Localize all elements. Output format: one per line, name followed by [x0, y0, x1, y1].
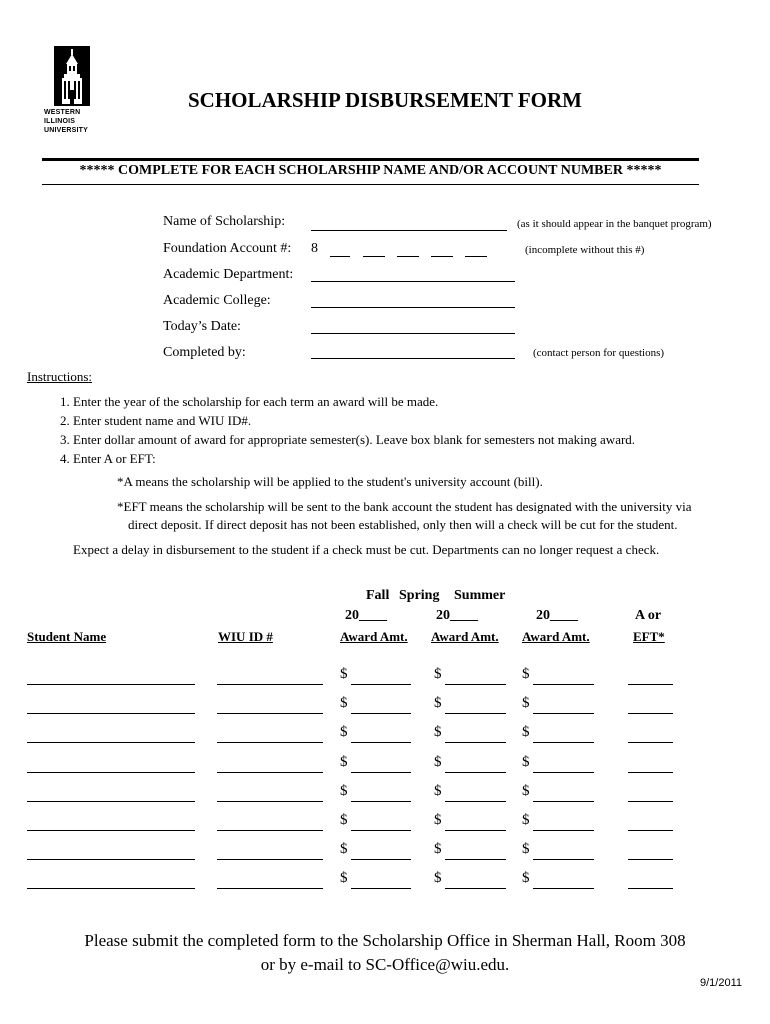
year-spring[interactable]: 20____ — [436, 608, 478, 623]
completed-note: (contact person for questions) — [533, 347, 665, 359]
revision-date: 9/1/2011 — [699, 977, 742, 989]
award-summer-field[interactable] — [533, 859, 594, 860]
academic-department-label: Academic Department: — [163, 267, 294, 282]
dollar-sign-summer: $ — [522, 783, 530, 799]
student-name-field[interactable] — [27, 801, 195, 802]
foundation-prefix: 8 — [311, 241, 318, 256]
dollar-sign-fall: $ — [340, 783, 348, 799]
banner-top-rule — [42, 158, 699, 161]
student-name-field[interactable] — [27, 859, 195, 860]
award-summer-field[interactable] — [533, 742, 594, 743]
dollar-sign-fall: $ — [340, 695, 348, 711]
dollar-sign-fall: $ — [340, 870, 348, 886]
academic-college-field[interactable] — [311, 307, 515, 308]
wiu-id-field[interactable] — [217, 684, 323, 685]
dollar-sign-spring: $ — [434, 783, 442, 799]
term-fall: Fall — [366, 588, 390, 603]
student-name-field[interactable] — [27, 888, 195, 889]
dollar-sign-spring: $ — [434, 870, 442, 886]
wiu-id-field[interactable] — [217, 859, 323, 860]
foundation-digit-5[interactable] — [465, 256, 487, 257]
dollar-sign-fall: $ — [340, 754, 348, 770]
a-or-eft-field[interactable] — [628, 772, 673, 773]
term-spring: Spring — [399, 588, 440, 603]
dollar-sign-summer: $ — [522, 754, 530, 770]
instruction-list — [28, 392, 770, 468]
dollar-sign-spring: $ — [434, 754, 442, 770]
a-means-text: *A means the scholarship will be applied to the student's university account (bill). — [117, 474, 543, 489]
dollar-sign-fall: $ — [340, 841, 348, 857]
award-amt-spring-header: Award Amt. — [431, 629, 499, 644]
instruction-step: 3. Enter dollar amount of award for appropriate semester(s). Leave box blank for semesters not making award. — [73, 430, 770, 449]
student-name-header: Student Name — [27, 629, 107, 644]
a-or-eft-field[interactable] — [628, 888, 673, 889]
academic-college-label: Academic College: — [163, 293, 271, 308]
instructions-heading: Instructions: — [27, 369, 93, 384]
dollar-sign-fall: $ — [340, 812, 348, 828]
award-summer-field[interactable] — [533, 830, 594, 831]
award-summer-field[interactable] — [533, 713, 594, 714]
instruction-step: 1. Enter the year of the scholarship for each term an award will be made. — [73, 392, 770, 411]
a-or-eft-field[interactable] — [628, 801, 673, 802]
dollar-sign-spring: $ — [434, 695, 442, 711]
foundation-digit-3[interactable] — [397, 256, 419, 257]
award-summer-field[interactable] — [533, 772, 594, 773]
award-fall-field[interactable] — [351, 742, 411, 743]
award-fall-field[interactable] — [351, 772, 411, 773]
academic-department-field[interactable] — [311, 281, 515, 282]
dollar-sign-summer: $ — [522, 870, 530, 886]
wiu-id-field[interactable] — [217, 888, 323, 889]
award-fall-field[interactable] — [351, 713, 411, 714]
award-fall-field[interactable] — [351, 888, 411, 889]
award-spring-field[interactable] — [445, 713, 506, 714]
eft-header: EFT* — [633, 629, 665, 644]
dollar-sign-summer: $ — [522, 695, 530, 711]
banner-bottom-rule — [42, 184, 699, 185]
logo-line-3: UNIVERSITY — [44, 127, 89, 134]
foundation-digit-1[interactable] — [330, 256, 350, 257]
award-fall-field[interactable] — [351, 684, 411, 685]
dollar-sign-summer: $ — [522, 812, 530, 828]
year-fall[interactable]: 20____ — [345, 608, 387, 623]
wiu-id-field[interactable] — [217, 742, 323, 743]
award-summer-field[interactable] — [533, 684, 594, 685]
student-name-field[interactable] — [27, 713, 195, 714]
todays-date-label: Today’s Date: — [163, 319, 241, 334]
student-name-field[interactable] — [27, 684, 195, 685]
a-or-header: A or — [635, 608, 662, 623]
dollar-sign-fall: $ — [340, 666, 348, 682]
award-fall-field[interactable] — [351, 830, 411, 831]
banner-text: ***** COMPLETE FOR EACH SCHOLARSHIP NAME AND/OR ACCOUNT NUMBER ***** — [79, 163, 662, 178]
eft-means-text-1: *EFT means the scholarship will be sent to the bank account the student has designated with the university via — [117, 499, 692, 514]
footer-line-1: Please submit the completed form to the Scholarship Office in Sherman Hall, Room 308 — [84, 931, 686, 950]
dollar-sign-summer: $ — [522, 724, 530, 740]
award-fall-field[interactable] — [351, 859, 411, 860]
dollar-sign-summer: $ — [522, 666, 530, 682]
foundation-digit-2[interactable] — [363, 256, 385, 257]
completed-by-label: Completed by: — [163, 345, 246, 360]
wiu-id-field[interactable] — [217, 772, 323, 773]
dollar-sign-spring: $ — [434, 841, 442, 857]
a-or-eft-field[interactable] — [628, 742, 673, 743]
award-spring-field[interactable] — [445, 859, 506, 860]
name-of-scholarship-label: Name of Scholarship: — [163, 214, 286, 229]
award-summer-field[interactable] — [533, 888, 594, 889]
logo-line-2: ILLINOIS — [44, 118, 76, 125]
wiu-id-field[interactable] — [217, 830, 323, 831]
award-spring-field[interactable] — [445, 830, 506, 831]
logo-line-1: WESTERN — [44, 109, 81, 116]
wiu-id-header: WIU ID # — [218, 629, 273, 644]
award-spring-field[interactable] — [445, 684, 506, 685]
award-fall-field[interactable] — [351, 801, 411, 802]
award-summer-field[interactable] — [533, 801, 594, 802]
name-note: (as it should appear in the banquet program) — [517, 218, 712, 230]
a-or-eft-field[interactable] — [628, 859, 673, 860]
a-or-eft-field[interactable] — [628, 830, 673, 831]
term-summer: Summer — [454, 588, 506, 603]
award-amt-fall-header: Award Amt. — [340, 629, 408, 644]
award-spring-field[interactable] — [445, 742, 506, 743]
a-or-eft-field[interactable] — [628, 684, 673, 685]
year-summer[interactable]: 20____ — [536, 608, 578, 623]
eft-means-text-2: direct deposit. If direct deposit has not been established, only then will a check will be cut for the student. — [128, 517, 678, 532]
dollar-sign-spring: $ — [434, 724, 442, 740]
award-spring-field[interactable] — [445, 801, 506, 802]
dollar-sign-fall: $ — [340, 724, 348, 740]
award-spring-field[interactable] — [445, 888, 506, 889]
dollar-sign-spring: $ — [434, 666, 442, 682]
wiu-id-field[interactable] — [217, 801, 323, 802]
foundation-digit-4[interactable] — [431, 256, 453, 257]
dollar-sign-spring: $ — [434, 812, 442, 828]
dollar-sign-summer: $ — [522, 841, 530, 857]
todays-date-field[interactable] — [311, 333, 515, 334]
student-name-field[interactable] — [27, 742, 195, 743]
instruction-step: 4. Enter A or EFT: — [73, 449, 770, 468]
foundation-note: (incomplete without this #) — [525, 244, 645, 256]
form-title: SCHOLARSHIP DISBURSEMENT FORM — [187, 88, 583, 112]
student-name-field[interactable] — [27, 772, 195, 773]
student-name-field[interactable] — [27, 830, 195, 831]
completed-by-field[interactable] — [311, 358, 515, 359]
name-of-scholarship-field[interactable] — [311, 230, 507, 231]
footer-line-2: or by e-mail to SC-Office@wiu.edu. — [260, 955, 510, 974]
instruction-step: 2. Enter student name and WIU ID#. — [73, 411, 770, 430]
foundation-account-label: Foundation Account #: — [163, 241, 292, 256]
award-spring-field[interactable] — [445, 772, 506, 773]
award-amt-summer-header: Award Amt. — [522, 629, 590, 644]
a-or-eft-field[interactable] — [628, 713, 673, 714]
delay-text: Expect a delay in disbursement to the student if a check must be cut. Departments can no longer request a check. — [73, 542, 660, 557]
wiu-id-field[interactable] — [217, 713, 323, 714]
